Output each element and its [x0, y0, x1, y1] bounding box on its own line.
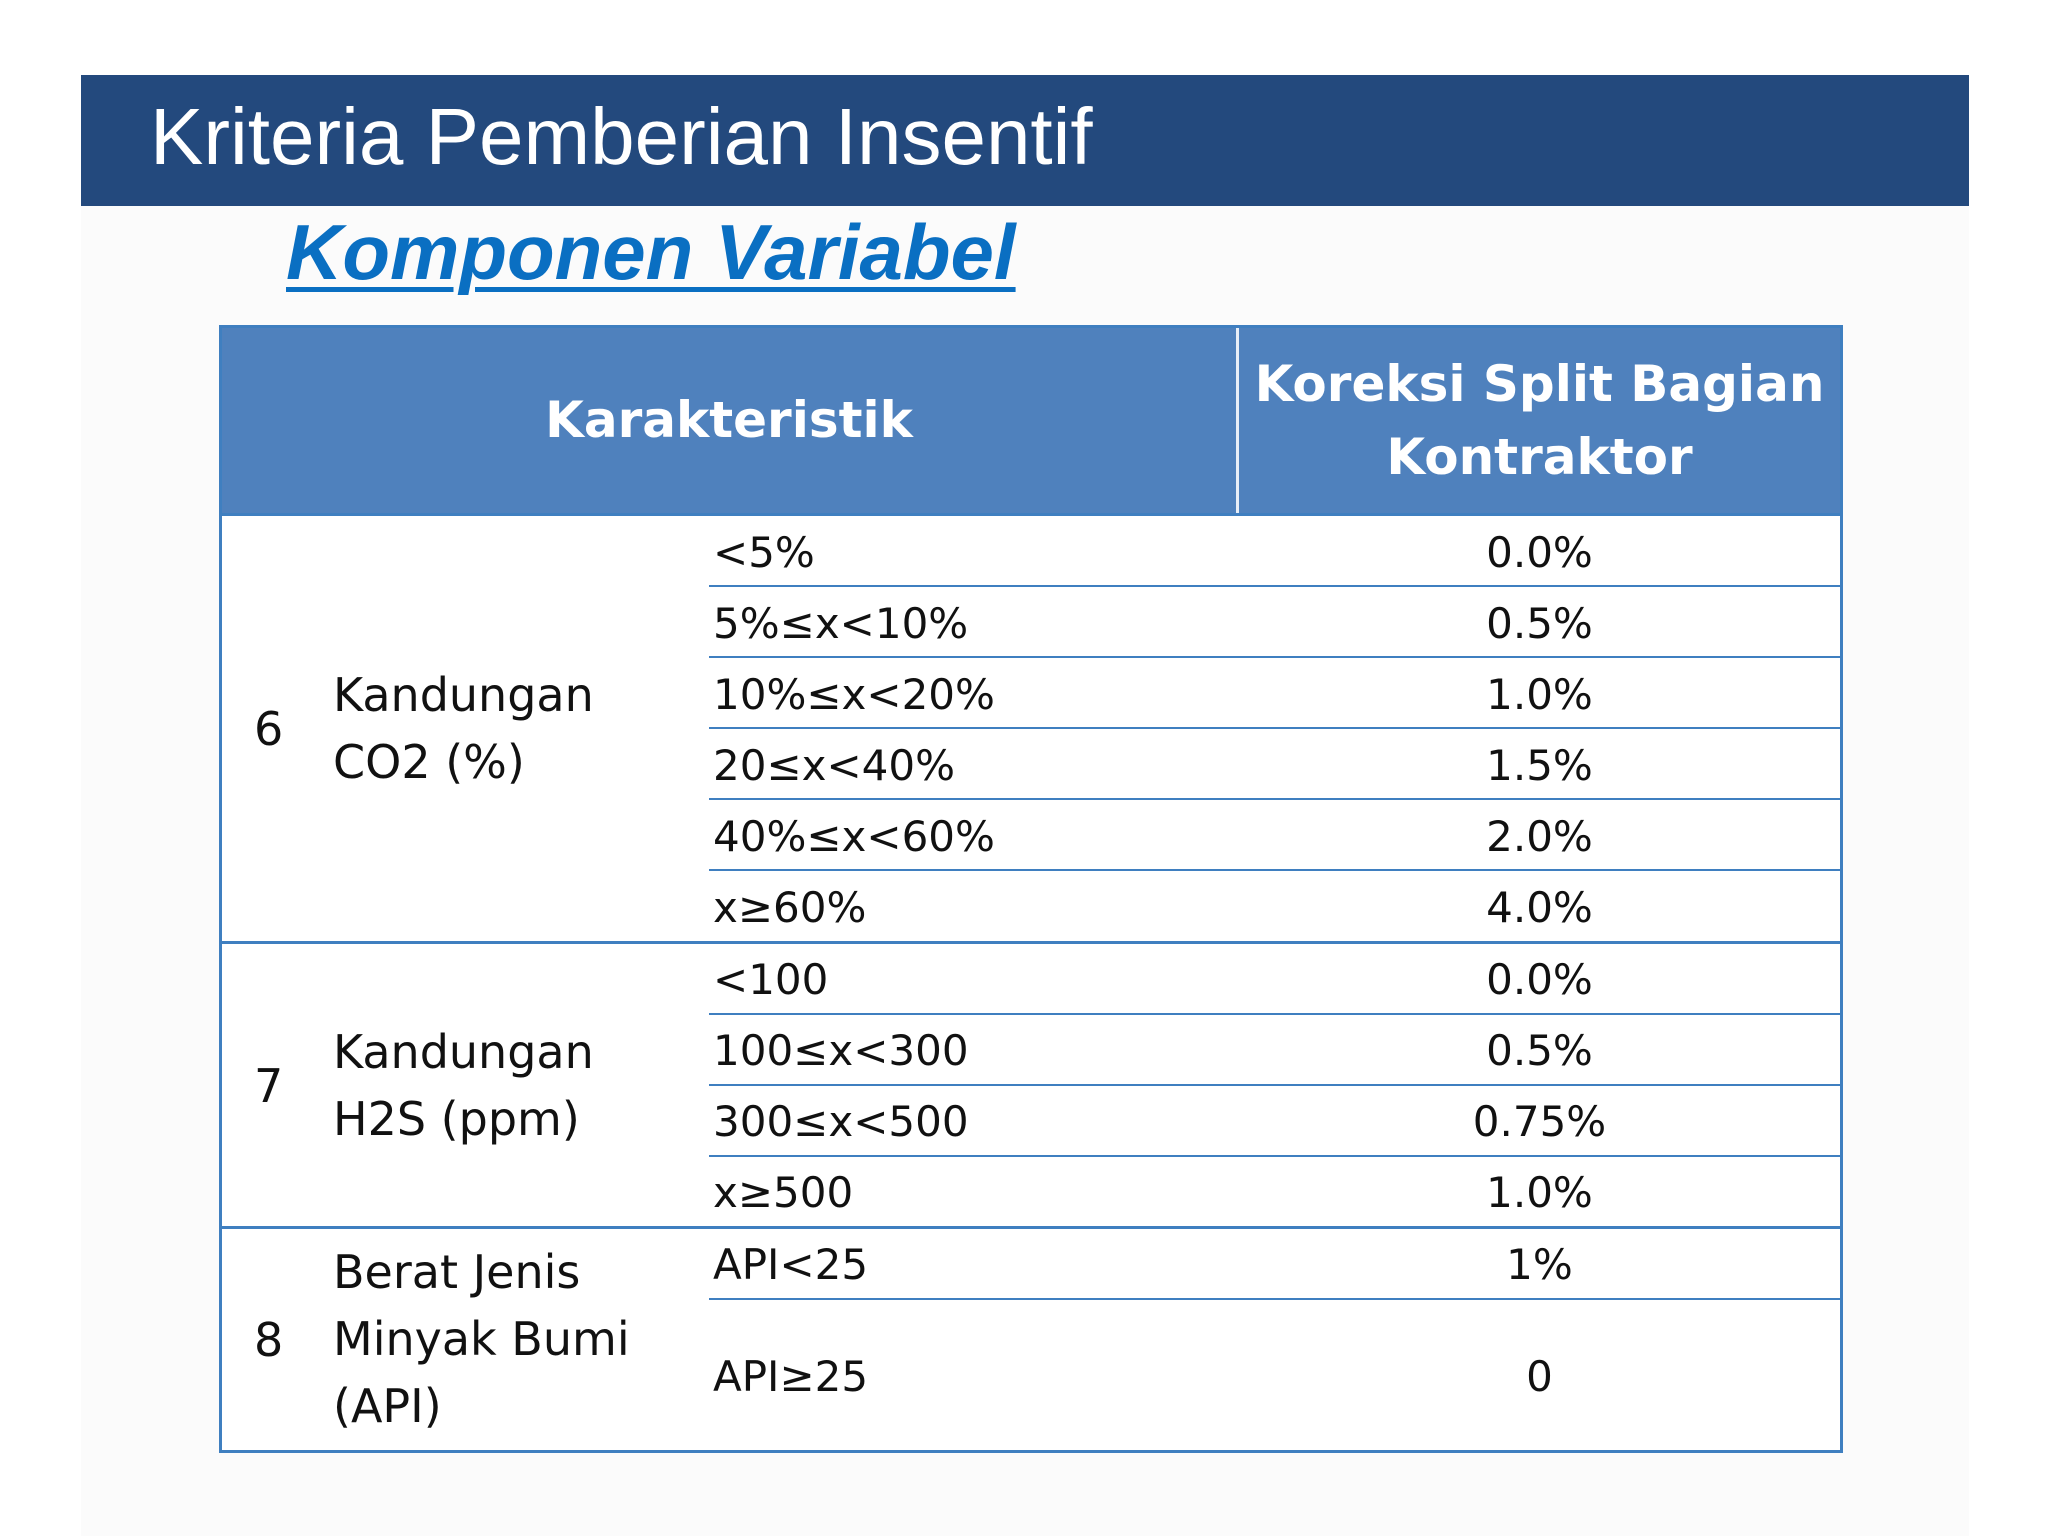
- condition-cell: 300≤x<500: [713, 1097, 969, 1146]
- table-row: [222, 1086, 1840, 1157]
- condition-cell: x≥60%: [713, 883, 867, 932]
- condition-cell: 5%≤x<10%: [713, 599, 969, 648]
- correction-cell: 1.0%: [1486, 670, 1593, 719]
- incentive-table: [219, 325, 1843, 1453]
- group-label: Berat Jenis Minyak Bumi (API): [333, 1244, 630, 1434]
- table-row: [222, 800, 1840, 871]
- table-row: [222, 1157, 1840, 1228]
- header-correction: Koreksi Split Bagian Kontraktor: [1254, 355, 1825, 486]
- table-row: [222, 516, 1840, 587]
- table-header: [222, 328, 1840, 516]
- table-row: [222, 871, 1840, 942]
- group-number: 6: [254, 702, 284, 756]
- group-number: 7: [254, 1059, 284, 1113]
- condition-cell: 40%≤x<60%: [713, 812, 995, 861]
- condition-cell: 10%≤x<20%: [713, 670, 995, 719]
- correction-cell: 1.5%: [1486, 741, 1593, 790]
- table-row: [222, 1229, 1840, 1300]
- group-label: Kandungan CO2 (%): [333, 667, 594, 789]
- correction-cell: 2.0%: [1486, 812, 1593, 861]
- correction-cell: 0.0%: [1486, 528, 1593, 577]
- table-row: [222, 1300, 1840, 1450]
- correction-cell: 0.5%: [1486, 599, 1593, 648]
- correction-cell: 4.0%: [1486, 883, 1593, 932]
- correction-cell: 1.0%: [1486, 1168, 1593, 1217]
- title-bar: [81, 75, 1969, 206]
- correction-cell: 0.5%: [1486, 1026, 1593, 1075]
- group-api: [222, 1229, 1840, 1450]
- condition-cell: x≥500: [713, 1168, 854, 1217]
- correction-cell: 1%: [1506, 1240, 1573, 1289]
- group-co2: [222, 516, 1840, 942]
- condition-cell: 100≤x<300: [713, 1026, 969, 1075]
- group-label: Kandungan H2S (ppm): [333, 1024, 594, 1146]
- condition-cell: <100: [713, 955, 829, 1004]
- group-h2s: [222, 944, 1840, 1228]
- correction-cell: 0.0%: [1486, 955, 1593, 1004]
- condition-cell: 20≤x<40%: [713, 741, 956, 790]
- table-row: [222, 944, 1840, 1015]
- table-row: [222, 1015, 1840, 1086]
- table-row: [222, 658, 1840, 729]
- correction-cell: 0.75%: [1472, 1097, 1607, 1146]
- condition-cell: API≥25: [713, 1352, 869, 1401]
- section-subtitle: Komponen Variabel: [286, 208, 1016, 296]
- header-characteristic: Karakteristik: [545, 391, 913, 450]
- condition-cell: API<25: [713, 1240, 869, 1289]
- condition-cell: <5%: [713, 528, 815, 577]
- slide-title: Kriteria Pemberian Insentif: [150, 92, 1093, 181]
- table-row: [222, 587, 1840, 658]
- correction-cell: 0: [1526, 1352, 1553, 1401]
- group-number: 8: [254, 1312, 284, 1367]
- table-row: [222, 729, 1840, 800]
